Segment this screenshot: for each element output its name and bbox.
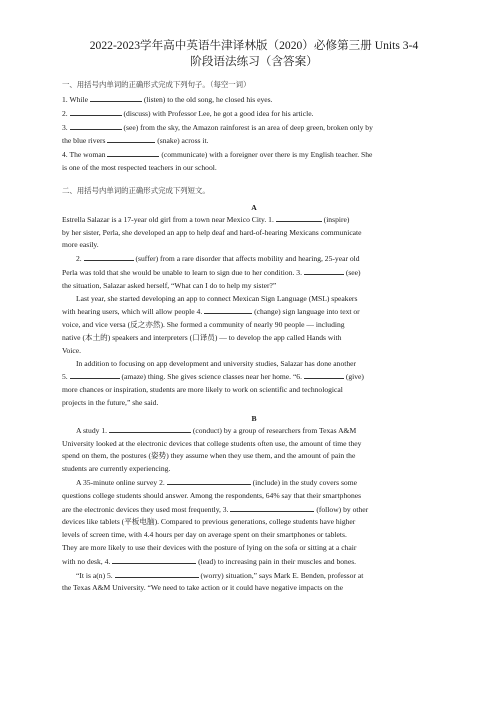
passage-a-line: more chances or inspiration, students are more likely to work on scientific and technological (62, 385, 343, 395)
passage-b-line: with no desk, 4. (lead) to increasing pain in their muscles and bones. (62, 556, 357, 566)
answer-blank[interactable] (70, 370, 120, 379)
passage-b-line: are the electronic devices they used most frequently, 3. (follow) by other (62, 504, 369, 514)
page-title-line1: 2022-2023学年高中英语牛津译林版（2020）必修第三册 Units 3-4 (89, 39, 419, 52)
passage-a-line: native (本土的) speakers and interpreters (口译员) — to develop the app called Hands with (62, 332, 342, 342)
answer-blank[interactable] (304, 370, 344, 379)
answer-blank[interactable] (115, 569, 199, 578)
question-4: 4. The woman (communicate) with a foreigner over there is my English teacher. She is one of the most respected teachers in our school. (62, 150, 373, 172)
page-title-line2: 阶段语法练习（含答案） (190, 55, 318, 68)
passage-b-line: levels of screen time, with 4.4 hours per day on average spent on their smartphones or tablets. (62, 530, 347, 540)
passage-a-label: A (251, 202, 257, 212)
answer-blank[interactable] (70, 107, 122, 116)
passage-b-line: questions college students should answer. Among the respondents, 64% say that their smartphones (62, 490, 362, 500)
answer-blank[interactable] (109, 424, 191, 433)
answer-blank[interactable] (276, 213, 322, 222)
answer-blank[interactable] (112, 555, 196, 564)
answer-blank[interactable] (90, 93, 142, 102)
passage-a-line: Estrella Salazar is a 17-year old girl from a town near Mexico City. 1. (inspire) (62, 214, 350, 224)
passage-a-line: Voice. (62, 345, 82, 355)
question-3: 3. (see) from the sky, the Amazon rainforest is an area of deep green, broken only by the blue rivers (snake) across it. (62, 122, 373, 146)
passage-a-line: voice, and vice versa (反之亦然). She formed a community of nearly 90 people — including (62, 320, 345, 330)
passage-b-line: devices like tablets (平板电脑). Compared to previous generations, college students have higher (62, 517, 356, 527)
passage-a-line: 2. (suffer) from a rare disorder that affects mobility and hearing, 25-year old (76, 254, 360, 264)
passage-b-line: University looked at the electronic devices that college students often use, the amount of time they (62, 438, 362, 448)
passage-a-line: Perla was told that she would be unable to learn to sign due to her condition. 3. (see) (62, 267, 361, 277)
answer-blank[interactable] (70, 121, 122, 130)
passage-b-line: “It is a(n) 5. (worry) situation,” says Mark E. Benden, professor at (76, 570, 364, 580)
question-1: 1. While (listen) to the old song, he closed his eyes. (62, 95, 273, 104)
answer-blank[interactable] (304, 266, 344, 275)
passage-a-line: In addition to focusing on app development and university studies, Salazar has done another (76, 358, 357, 368)
passage-a-line: Last year, she started developing an app to connect Mexican Sign Language (MSL) speakers (76, 293, 358, 303)
passage-a-line: 5. (amaze) thing. She gives science classes near her home. “6. (give) (62, 372, 364, 382)
passage-b-line: the Texas A&M University. “We need to take action or it could have negative impacts on the (62, 583, 344, 593)
passage-b-line: They are more likely to use their devices with the posture of lying on the sofa or sitting at a chair (62, 542, 357, 552)
passage-a-line: more easily. (62, 240, 99, 250)
question-2: 2. (discuss) with Professor Lee, he got a good idea for his article. (62, 108, 314, 118)
worksheet-page (62, 38, 446, 595)
answer-blank[interactable] (204, 305, 252, 314)
answer-blank[interactable] (167, 476, 251, 485)
answer-blank[interactable] (230, 503, 314, 512)
passage-a-line: with hearing users, which will allow people 4. (change) sign language into text or (62, 307, 360, 317)
answer-blank[interactable] (84, 252, 134, 261)
part2-heading: 二、用括号内单词的正确形式完成下列短文。 (62, 185, 210, 195)
passage-b-line: students are currently experiencing. (62, 464, 171, 474)
passage-a-line: projects in the future,” she said. (62, 397, 159, 407)
passage-a-line: the situation, Salazar asked herself, “What can I do to help my sister?” (62, 280, 277, 290)
passage-a-line: by her sister, Perla, she developed an app to help deaf and hard-of-hearing Mexicans communicate (62, 227, 362, 237)
passage-b-label: B (251, 413, 257, 423)
passage-b-line: A study 1. (conduct) by a group of researchers from Texas A&M (76, 425, 357, 435)
passage-b-line: spend on them, the postures (姿势) they assume when they use them, and the amount of pain the (62, 451, 356, 461)
part1-heading: 一、用括号内单词的正确形式完成下列句子。（每空一词） (62, 80, 251, 89)
answer-blank[interactable] (107, 148, 159, 157)
passage-b-line: A 35-minute online survey 2. (include) in the study covers some (76, 477, 357, 487)
answer-blank[interactable] (107, 134, 155, 143)
